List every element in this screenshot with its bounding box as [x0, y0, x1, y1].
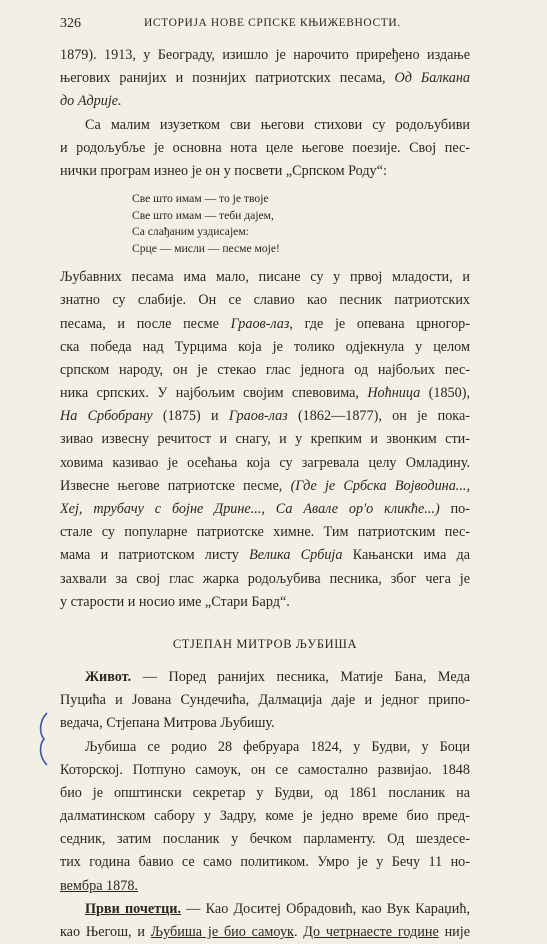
- text-line: [60, 90, 470, 113]
- underlined-text: До четрнаесте године: [303, 924, 439, 940]
- text-line: 1879). 1913, у Београду, изишло је нарочито приређено издање: [60, 47, 470, 63]
- text-line: у старости и носио име „Стари Бард“.: [60, 593, 290, 610]
- paragraph-love-poems: [60, 266, 470, 614]
- running-header: [60, 16, 487, 34]
- poem-line: Са слађаним уздисајем:: [132, 225, 249, 239]
- text-line: стале су популарне патриотске химне. Тим патриотским пес-: [60, 524, 470, 541]
- text-line: Которској. Потпуно самоук, он се самостално развијао. 1848: [60, 761, 470, 778]
- text-line: Живот. — Поред ранијих песника, Матије Бана, Меда: [85, 668, 470, 685]
- text-line: тих година бавио се само политиком. Умро је у Бечу 11 но-: [60, 854, 470, 871]
- running-title: ИСТОРИЈА НОВЕ СРПСКЕ КЊИЖЕВНОСТИ.: [144, 17, 401, 29]
- text-line: Први почетци. — Као Доситеј Обрадовић, као Вук Караџић,: [85, 900, 470, 917]
- text-line: Љубиша се родио 28 фебруара 1824, у Будви, у Боци: [85, 738, 470, 755]
- text-line: нички програм изнео је он у посвети „Српском Роду“:: [60, 162, 387, 179]
- text-line: ховима казивао је осећања која су загревала целу Омладину.: [60, 454, 470, 471]
- text-line: ника српских. У најбољим својим спевовима, Ноћница (1850),: [60, 385, 470, 402]
- work-title: Од Балкана: [394, 70, 470, 87]
- paragraph-life: [60, 666, 470, 736]
- text-line: Хеј, трубачу с бојне Дрине..., Са Авале ор'о кликће...) по-: [60, 501, 470, 517]
- underlined-text: вембра 1878.: [60, 877, 138, 894]
- text-line: и родољубље је основна нота целе његове поезије. Свој пес-: [60, 139, 470, 156]
- text-line: као Његош, и Љубиша је био самоук. До четрнаесте године није: [60, 924, 470, 940]
- text-line: песама, и после песме Граов-лаз, где је опевана црногор-: [60, 315, 470, 332]
- page-number: 326: [60, 16, 81, 31]
- subheading: Први почетци.: [85, 900, 182, 917]
- text-line: био је општински секретар у Будви, од 1861 посланик на: [60, 784, 470, 801]
- work-title: Велика Србија: [249, 547, 343, 564]
- work-title: Граов-лаз: [228, 408, 288, 425]
- text-line: знатно су слабије. Он се славио као песник патриотских: [60, 292, 470, 309]
- page-body: [60, 44, 470, 944]
- paragraph-balkan-edition: [60, 44, 470, 114]
- work-title: Ноћница: [367, 385, 421, 402]
- text-line: захвали за свој глас жарка родољубива песника, због чега је: [60, 570, 470, 587]
- poem-line: Све што имам — теби дајем,: [132, 208, 274, 222]
- text-line: Са малим изузетком сви његови стихови су родољубиви: [85, 116, 470, 133]
- text-line: [60, 875, 470, 898]
- work-title: Граов-лаз: [230, 315, 290, 332]
- margin-bracket-mark: [36, 711, 50, 767]
- text-line: зивао извесну речитост и снагу, и у крепким и звонким сти-: [60, 431, 470, 448]
- work-title: На Србобрану: [60, 408, 153, 425]
- paragraph-biography: [60, 736, 470, 898]
- text-line: Пуцића и Јована Сундечића, Далмација даје и једног припо-: [60, 692, 470, 709]
- poem-line: Срце — мисли — песме моје!: [132, 241, 280, 255]
- text-line: ска победа над Турцима која је толико одјекнула у целом: [60, 338, 470, 355]
- poem-line: Све што имам — то је твоје: [132, 192, 269, 206]
- work-title: (Где је Србска Војводина...,: [290, 477, 470, 494]
- text-line: мама и патриотском листу Велика Србија Кањански има да: [60, 547, 471, 564]
- text-line: седник, затим посланик у бечком парламенту. Од шездесе-: [60, 831, 470, 848]
- paragraph-first-beginnings: [60, 898, 470, 944]
- work-title: до Адрије.: [60, 93, 122, 110]
- paragraph-patriotic-poetry: [60, 114, 470, 184]
- text-line: његових ранијих и познијих патриотских песама, Од Балкана: [60, 70, 470, 87]
- underlined-text: Љубиша је био самоук: [150, 924, 294, 940]
- work-title: Хеј, трубачу с бојне Дрине..., Са Авале ор'о кликће...): [60, 501, 440, 517]
- text-line: ведача, Стјепана Митрова Љубишу.: [60, 715, 275, 732]
- text-line: Љубавних песама има мало, писане су у првој младости, и: [60, 269, 470, 286]
- text-line: српском народу, он је стекао глас једнога од најбољих пес-: [60, 361, 470, 378]
- text-line: Извесне његове патриотске песме, (Где је Србска Војводина...,: [60, 477, 470, 494]
- section-heading: СТЈЕПАН МИТРОВ ЉУБИША: [172, 636, 358, 651]
- text-line: На Србобрану (1875) и Граов-лаз (1862—1877), он је пока-: [60, 408, 470, 425]
- subheading: Живот.: [85, 668, 132, 685]
- poem-quote: [60, 191, 470, 257]
- text-line: далматинском сабору у Задру, коме је једно време био пред-: [60, 808, 470, 825]
